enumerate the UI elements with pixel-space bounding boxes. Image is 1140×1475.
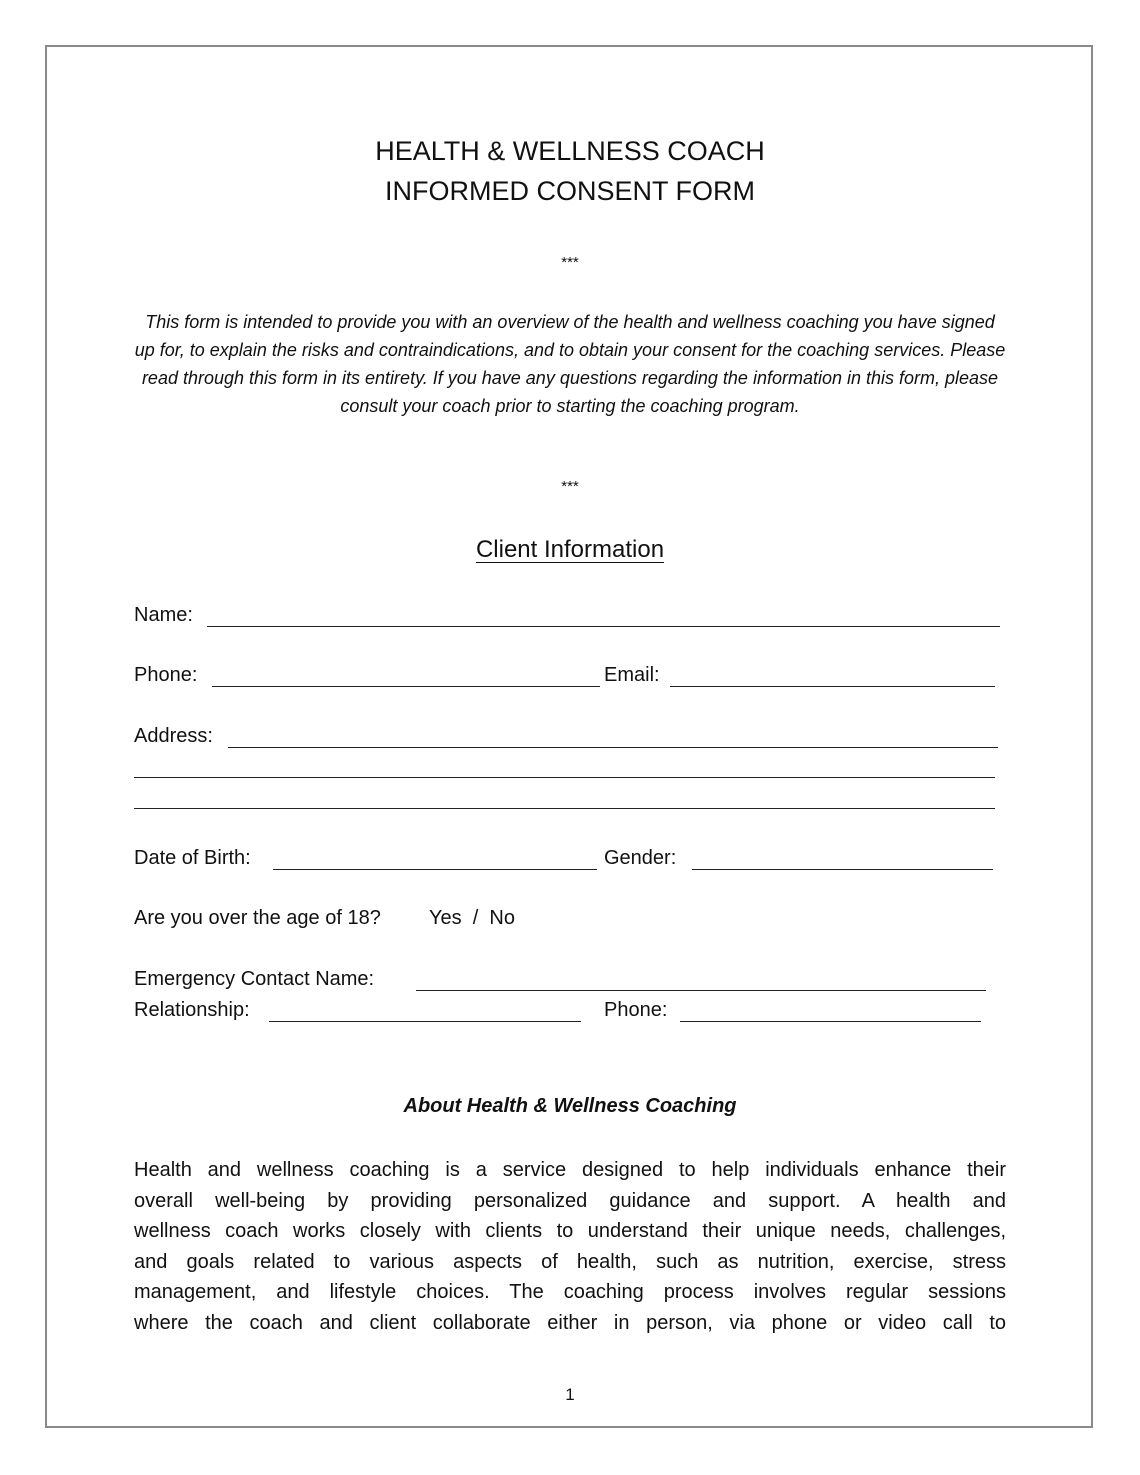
- emergency-contact-field[interactable]: [416, 990, 986, 991]
- form-title-line1: HEALTH & WELLNESS COACH: [375, 136, 765, 166]
- age-options[interactable]: Yes / No: [429, 907, 515, 929]
- address-field-line2[interactable]: [134, 777, 995, 778]
- emergency-phone-label: Phone:: [604, 999, 668, 1021]
- relationship-label: Relationship:: [134, 999, 250, 1021]
- paragraph-line: management, and lifestyle choices. The coaching process involves regular sessions: [134, 1281, 1006, 1303]
- gender-label: Gender:: [604, 847, 677, 869]
- paragraph-line: Health and wellness coaching is a service designed to help individuals enhance their: [134, 1159, 1006, 1181]
- paragraph-line: and goals related to various aspects of health, such as nutrition, exercise, stress: [134, 1250, 1006, 1273]
- phone-label: Phone:: [134, 664, 198, 686]
- emergency-contact-label: Emergency Contact Name:: [134, 968, 375, 990]
- intro-text: This form is intended to provide you with an overview of the health and wellness coaching you have signed up for, to explain the risks and contraindications, and to obtain your consent for the coaching services. Please read through this form in its entirety. If you have any questions regarding the information in this form, please consult your coach prior to starting the coaching program.: [134, 312, 1006, 416]
- email-label: Email:: [604, 664, 660, 686]
- address-field-line3[interactable]: [134, 808, 995, 809]
- page-number: 1: [565, 1385, 575, 1404]
- about-heading: About Health & Wellness Coaching: [403, 1095, 737, 1117]
- name-field[interactable]: [207, 626, 1000, 627]
- client-information-heading: Client Information: [475, 536, 665, 563]
- gender-field[interactable]: [692, 869, 993, 870]
- age-question: Are you over the age of 18?: [134, 907, 381, 929]
- dob-label: Date of Birth:: [134, 847, 251, 869]
- about-paragraph: [134, 1155, 1006, 1338]
- dob-field[interactable]: [273, 869, 597, 870]
- name-label: Name:: [134, 604, 193, 626]
- form-title-line2: INFORMED CONSENT FORM: [385, 176, 755, 206]
- separator: ***: [561, 254, 579, 271]
- relationship-field[interactable]: [269, 1021, 581, 1022]
- address-label: Address:: [134, 725, 213, 747]
- phone-field[interactable]: [212, 686, 600, 687]
- address-field[interactable]: [228, 747, 998, 748]
- emergency-phone-field[interactable]: [680, 1021, 981, 1022]
- paragraph-line: where the coach and client collaborate either in person, via phone or video call to: [134, 1311, 1006, 1334]
- separator: ***: [561, 478, 579, 495]
- paragraph-line: overall well-being by providing personalized guidance and support. A health and: [134, 1189, 1006, 1212]
- email-field[interactable]: [670, 686, 995, 687]
- paragraph-line: wellness coach works closely with clients to understand their unique needs, challenges,: [134, 1220, 1006, 1242]
